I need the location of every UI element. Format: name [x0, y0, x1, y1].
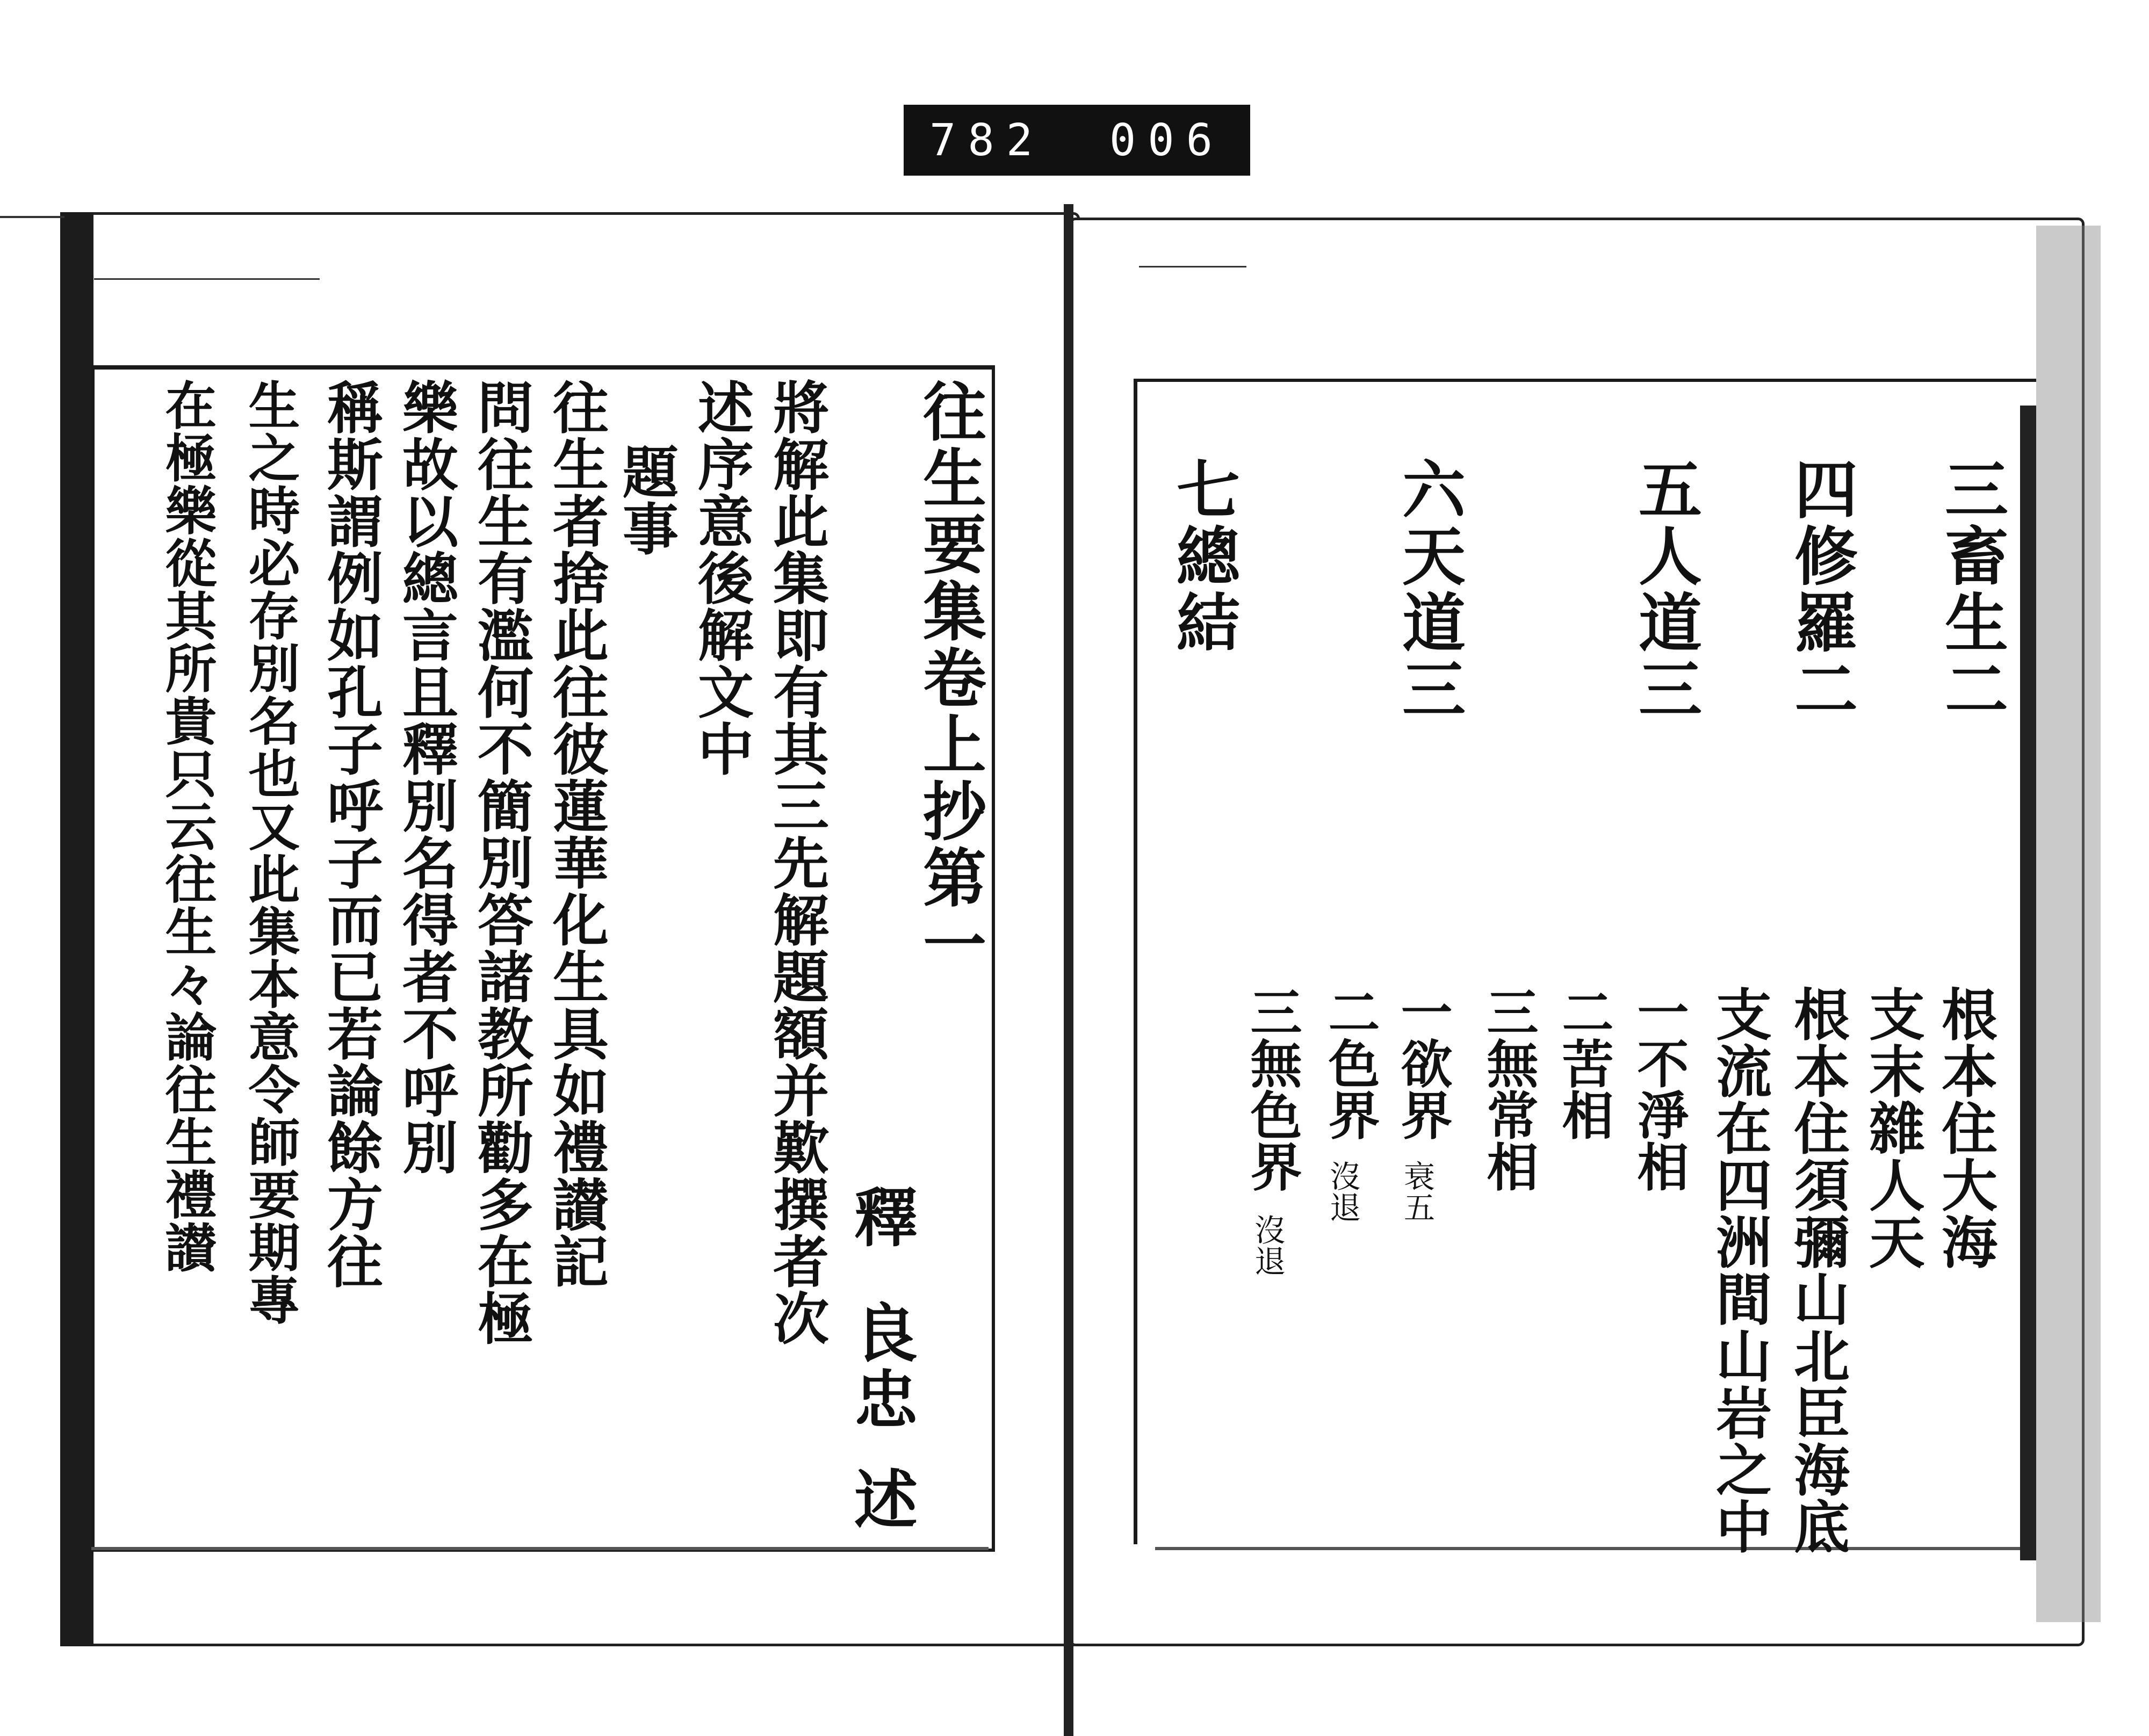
author-verb: 述: [843, 1466, 918, 1533]
page-top-rule: [94, 278, 320, 280]
film-frame-label: [904, 105, 1250, 176]
note-column: 支末雜人天: [1859, 986, 1926, 1270]
text-column: 將解此集即有其三先解題額并歎撰者次: [763, 379, 830, 1347]
subitem: 一欲界: [1393, 986, 1453, 1140]
subitem: 二苦相: [1554, 986, 1614, 1140]
author-prefix: 釋: [843, 1184, 918, 1251]
subitem: 一不淨相: [1629, 986, 1690, 1192]
text-column: 稱斯謂例如孔子呼子而已若論餘方往: [318, 379, 384, 1290]
film-reel-number: 782: [929, 114, 1045, 166]
note-column: 根本住大海: [1932, 986, 1998, 1270]
text-column: 問往生有濫何不簡別答諸教所勸多在極: [468, 379, 534, 1347]
subitem: 二色界: [1320, 986, 1381, 1140]
text-column: 生之時必存別名也又此集本意令師要期專: [240, 379, 301, 1326]
left-bottom-rule: [91, 1547, 989, 1550]
right-frame-bar: [2020, 406, 2036, 1560]
text-column: 樂故以總言且釋別名得者不呼別: [393, 379, 459, 1176]
film-frame-number: 006: [1109, 114, 1224, 166]
subitem-note: 沒退: [1249, 1214, 1286, 1276]
section-heading: 題事: [613, 443, 679, 557]
page-title: 往生要集卷上抄第一: [912, 379, 987, 978]
right-bottom-rule: [1155, 1547, 2020, 1550]
subitem-note: 沒退: [1324, 1160, 1361, 1223]
section-item: 三畜生二: [1934, 457, 2009, 723]
section-item: 七總結: [1166, 457, 1241, 656]
section-item: 六天道三: [1391, 457, 1466, 723]
note-column: 根本住須彌山北臣海底: [1784, 986, 1850, 1555]
book-spine: [1064, 204, 1073, 1736]
author-name: 良忠: [843, 1300, 918, 1433]
page-top-rule: [1139, 266, 1246, 267]
section-item: 四修羅二: [1784, 457, 1858, 723]
right-frame-line: [1134, 379, 1137, 1544]
subitem: 三無色界: [1242, 986, 1303, 1192]
right-text-frame: [1134, 379, 2036, 1545]
note-column: 支流在四洲間山岩之中: [1706, 986, 1772, 1555]
text-column: 述序意後解文中: [688, 379, 754, 777]
subitem: 三無常相: [1479, 986, 1539, 1192]
left-binding-edge: [60, 212, 93, 1646]
text-column: 在極樂從其所貴只云往生々論往生禮讃: [157, 379, 218, 1274]
section-item: 五人道三: [1628, 457, 1703, 723]
subitem-note: 衰五: [1398, 1160, 1435, 1223]
scan-edge-line: [0, 216, 64, 218]
page-edge-shadow: [2036, 226, 2101, 1622]
text-column: 往生者捨此往彼蓮華化生具如禮讃記: [543, 379, 609, 1290]
